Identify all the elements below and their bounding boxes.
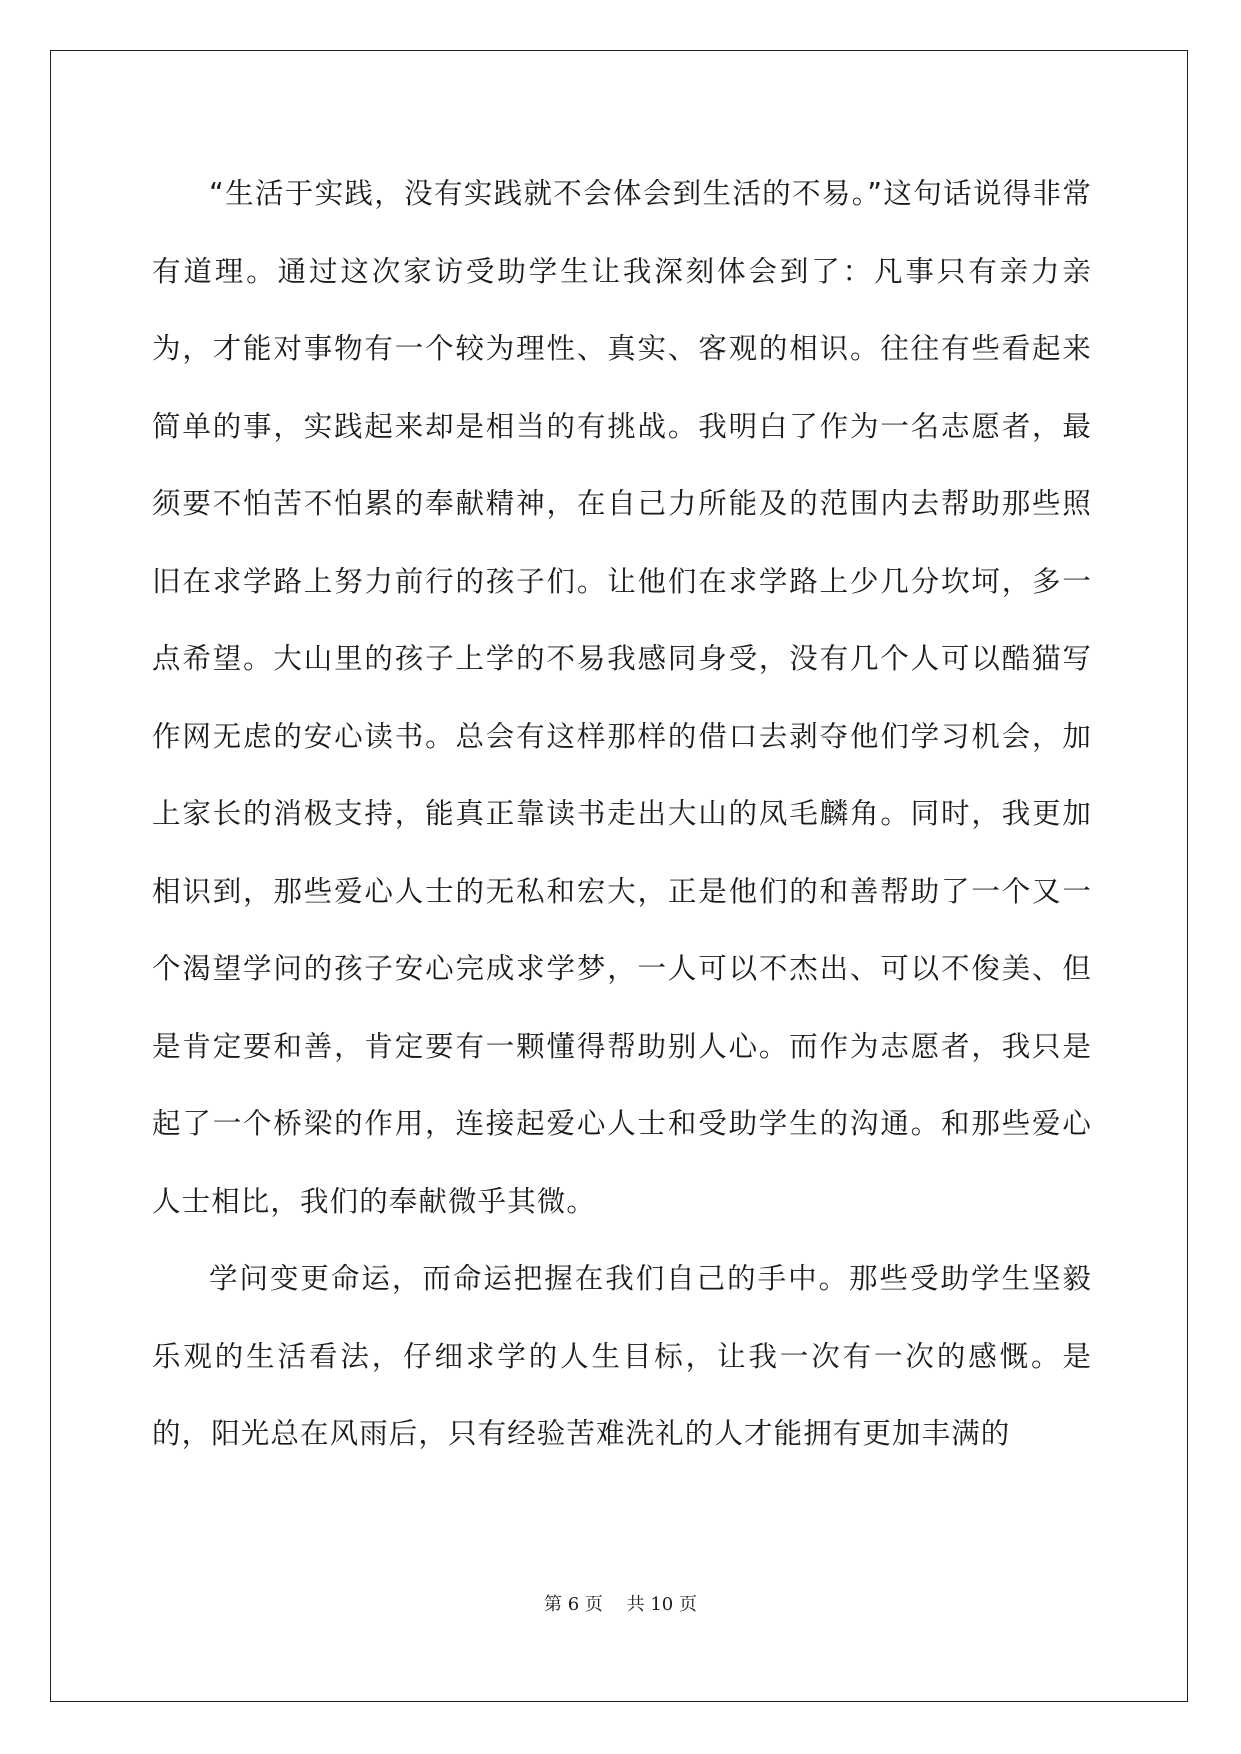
page-footer: 第 6 页 共 10 页	[544, 1594, 697, 1615]
document-body	[152, 155, 1092, 1473]
paragraph-2: 学问变更命运，而命运把握在我们自己的手中。那些受助学生坚毅乐观的生活看法，仔细求学的人生目标，让我一次有一次的感慨。是的，阳光总在风雨后，只有经验苦难洗礼的人才能拥有更加丰满的	[152, 1262, 1092, 1450]
paragraph-1: “生活于实践，没有实践就不会体会到生活的不易。”这句话说得非常有道理。通过这次家访受助学生让我深刻体会到了：凡事只有亲力亲为，才能对事物有一个较为理性、真实、客观的相识。往往有些看起来简单的事，实践起来却是相当的有挑战。我明白了作为一名志愿者，最须要不怕苦不怕累的奉献精神，在自己力所能及的范围内去帮助那些照旧在求学路上努力前行的孩子们。让他们在求学路上少几分坎坷，多一点希望。大山里的孩子上学的不易我感同身受，没有几个人可以酷猫写作网无虑的安心读书。总会有这样那样的借口去剥夺他们学习机会，加上家长的消极支持，能真正靠读书走出大山的凤毛麟角。同时，我更加相识到，那些爱心人士的无私和宏大，正是他们的和善帮助了一个又一个渴望学问的孩子安心完成求学梦，一人可以不杰出、可以不俊美、但是肯定要和善，肯定要有一颗懂得帮助别人心。而作为志愿者，我只是起了一个桥梁的作用，连接起爱心人士和受助学生的沟通。和那些爱心人士相比，我们的奉献微乎其微。	[152, 177, 1092, 1218]
